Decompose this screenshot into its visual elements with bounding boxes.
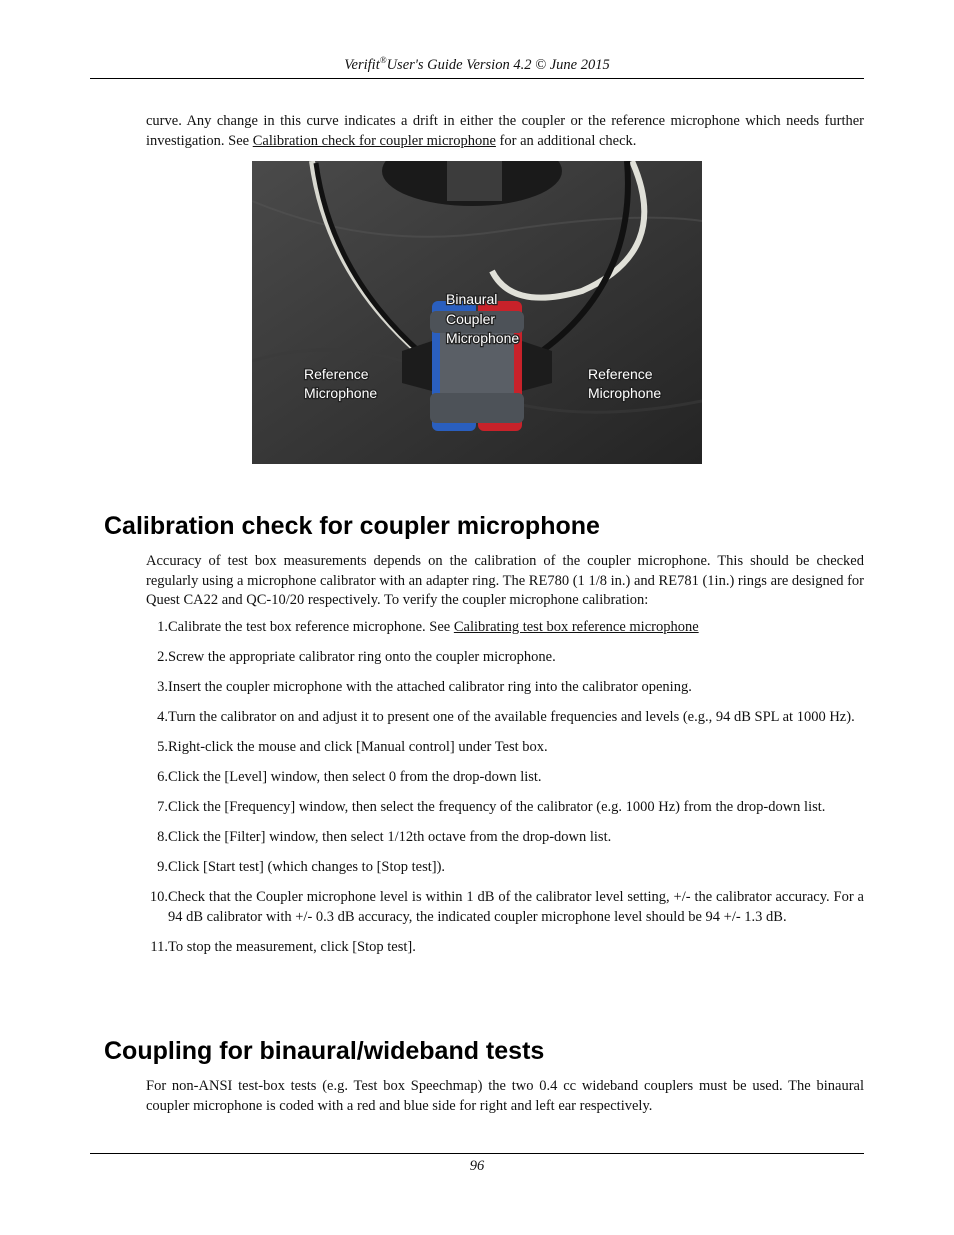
step-number: 6. (157, 769, 168, 785)
step-number: 5. (157, 739, 168, 755)
step-number: 9. (157, 859, 168, 875)
label-microphone-right: Microphone (588, 385, 662, 401)
step-item (146, 798, 864, 818)
step-text: Check that the Coupler microphone level is within 1 dB of the calibrator level setting, +/- the calibrator accuracy. For a 94 dB calibrator with +/- 0.3 dB accuracy, the indicated coupler microphone level should be 94 +/- 1.3 dB. (168, 889, 864, 925)
calibration-check-link[interactable]: Calibration check for coupler microphone (252, 132, 496, 149)
section-heading-coupling: Coupling for binaural/wideband tests (104, 1037, 545, 1065)
step-number: 3. (157, 679, 168, 695)
step-text: Turn the calibrator on and adjust it to present one of the available frequencies and levels (e.g., 94 dB SPL at 1000 Hz). (168, 709, 855, 725)
step-item (146, 768, 864, 788)
step-number: 1. (157, 619, 168, 635)
step-item (146, 938, 864, 958)
coupler-illustration (252, 161, 702, 464)
intro-paragraph (146, 112, 864, 151)
label-coupler: Coupler (446, 311, 496, 327)
label-binaural: Binaural (446, 291, 498, 307)
step-number: 4. (157, 709, 168, 725)
section-heading-calibration: Calibration check for coupler microphone (104, 512, 600, 540)
step-text: Click the [Frequency] window, then select the frequency of the calibrator (e.g. 1000 Hz) from the drop-down list. (168, 799, 826, 815)
step-text: Click [Start test] (which changes to [Stop test]). (168, 859, 446, 875)
step-item (146, 888, 864, 927)
label-microphone-center: Microphone (446, 330, 520, 346)
step-item (146, 708, 864, 728)
coupling-body: For non-ANSI test-box tests (e.g. Test box Speechmap) the two 0.4 cc wideband couplers must be used. The binaural coupler microphone is coded with a red and blue side for right and left ear respectively. (146, 1078, 864, 1114)
step-text: To stop the measurement, click [Stop test]. (168, 938, 416, 955)
calibration-body: Accuracy of test box measurements depends on the calibration of the coupler microphone. This should be checked regularly using a microphone calibrator with an adapter ring. The RE780 (1 1/8 in.) and RE781 (1in.) rings are designed for Quest CA22 and QC-10/20 respectively. To verify the coupler microphone calibration: (146, 553, 864, 608)
step-item (146, 678, 864, 698)
label-reference-left: Reference (304, 366, 369, 382)
label-microphone-left: Microphone (304, 385, 378, 401)
step-number: 7. (157, 799, 168, 815)
header-title-pre: Verifit (344, 56, 380, 73)
header-title-post: User's Guide Version 4.2 © June 2015 (386, 56, 610, 73)
calibration-steps-list (146, 618, 864, 968)
step-text: Click the [Filter] window, then select 1/12th octave from the drop-down list. (168, 829, 612, 845)
footer-rule (90, 1153, 864, 1154)
step-number: 8. (157, 829, 168, 845)
step-text: Insert the coupler microphone with the attached calibrator ring into the calibrator opening. (168, 679, 692, 695)
intro-text-after: for an additional check. (495, 132, 637, 149)
step-item (146, 828, 864, 848)
step-text: Screw the appropriate calibrator ring onto the coupler microphone. (168, 649, 556, 665)
intro-text-before: curve. Any change in this curve indicates a drift in either the coupler or the reference microphone which needs further investigation. See (146, 113, 864, 149)
step-text: Calibrate the test box reference microphone. See (168, 619, 454, 635)
page-header (90, 55, 864, 74)
binaural-coupler-photo (252, 161, 702, 464)
step-item (146, 738, 864, 758)
step-number: 2. (157, 649, 168, 665)
calibrating-reference-link[interactable]: Calibrating test box reference microphone (453, 619, 699, 635)
step-number: 10. (149, 889, 168, 905)
step-text: Right-click the mouse and click [Manual control] under Test box. (168, 739, 548, 755)
step-item (146, 618, 864, 638)
step-text: Click the [Level] window, then select 0 from the drop-down list. (168, 769, 542, 785)
header-rule (90, 78, 864, 79)
page-number: 96 (469, 1158, 485, 1174)
registered-mark: ® (379, 55, 387, 65)
step-number: 11. (150, 938, 168, 955)
label-reference-right: Reference (588, 366, 653, 382)
step-item (146, 858, 864, 878)
step-item (146, 648, 864, 668)
